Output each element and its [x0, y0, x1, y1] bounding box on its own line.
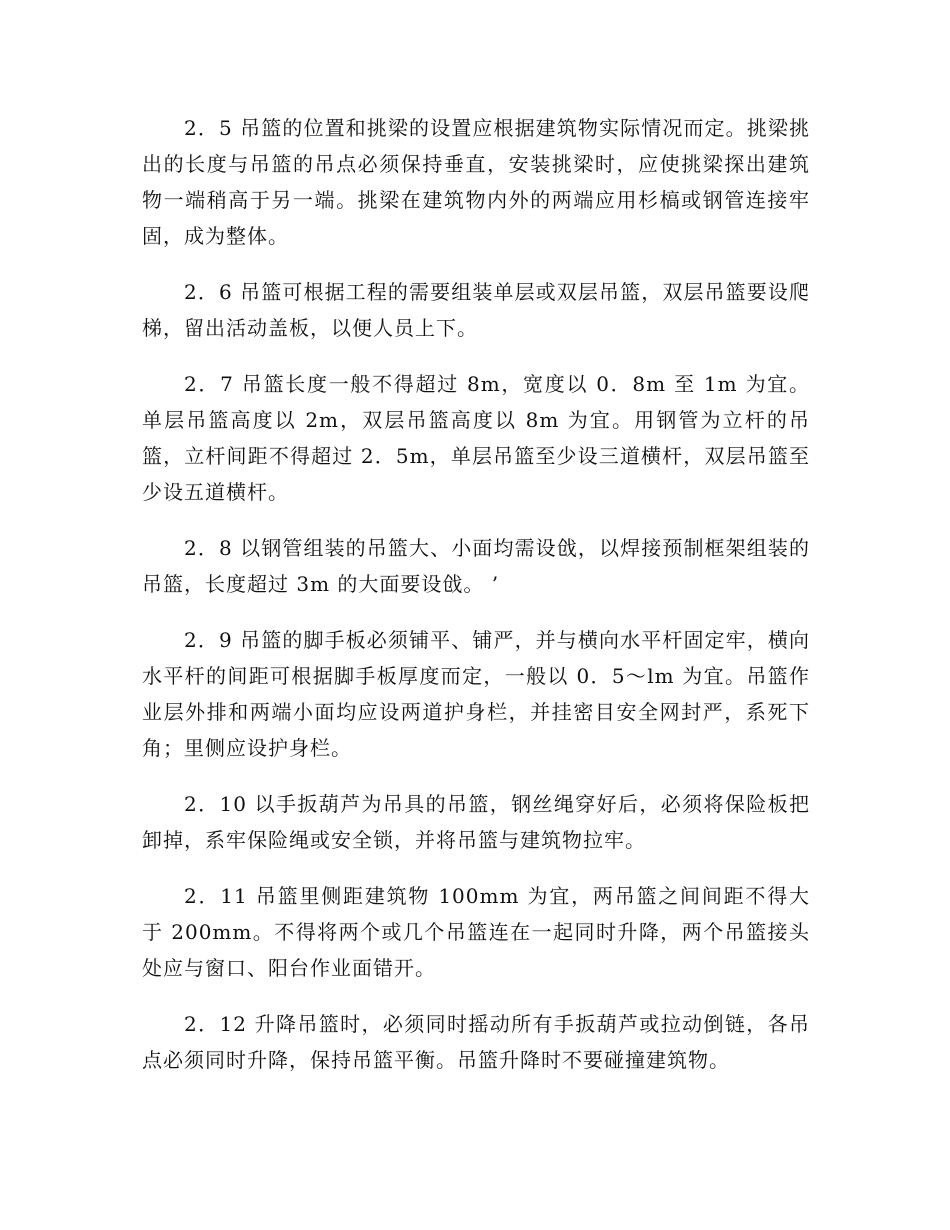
- paragraph-2-8: 2．8 以钢管组装的吊篮大、小面均需设戗，以焊接预制框架组装的吊篮，长度超过 3m 的大面要设戗。 ’: [142, 536, 810, 596]
- paragraph-2-7: 2．7 吊篮长度一般不得超过 8m，宽度以 0．8m 至 1m 为宜。单层吊篮高度以 2m，双层吊篮高度以 8m 为宜。用钢管为立杆的吊篮，立杆间距不得超过 2．5m，单层吊篮至少设三道横杆，双层吊篮至少设五道横杆。: [142, 372, 810, 504]
- paragraph-2-12: 2．12 升降吊篮时，必须同时摇动所有手扳葫芦或拉动倒链，各吊点必须同时升降，保持吊篮平衡。吊篮升降时不要碰撞建筑物。: [142, 1012, 810, 1072]
- paragraph-2-9: 2．9 吊篮的脚手板必须铺平、铺严，并与横向水平杆固定牢，横向水平杆的间距可根据脚手板厚度而定，一般以 0．5～lm 为宜。吊篮作业层外排和两端小面均应设两道护身栏，并挂密目安全网封严，系死下角；里侧应设护身栏。: [142, 628, 810, 760]
- paragraph-2-5: 2．5 吊篮的位置和挑梁的设置应根据建筑物实际情况而定。挑梁挑出的长度与吊篮的吊点必须保持垂直，安装挑梁时，应使挑梁探出建筑物一端稍高于另一端。挑梁在建筑物内外的两端应用杉槁或钢管连接牢固，成为整体。: [142, 116, 810, 248]
- paragraph-2-10: 2．10 以手扳葫芦为吊具的吊篮，钢丝绳穿好后，必须将保险板把卸掉，系牢保险绳或安全锁，并将吊篮与建筑物拉牢。: [142, 792, 810, 852]
- paragraph-2-11: 2．11 吊篮里侧距建筑物 100mm 为宜，两吊篮之间间距不得大于 200mm。不得将两个或几个吊篮连在一起同时升降，两个吊篮接头处应与窗口、阳台作业面错开。: [142, 884, 810, 980]
- paragraph-2-6: 2．6 吊篮可根据工程的需要组装单层或双层吊篮，双层吊篮要设爬梯，留出活动盖板，以便人员上下。: [142, 280, 810, 340]
- document-body: [142, 110, 810, 1098]
